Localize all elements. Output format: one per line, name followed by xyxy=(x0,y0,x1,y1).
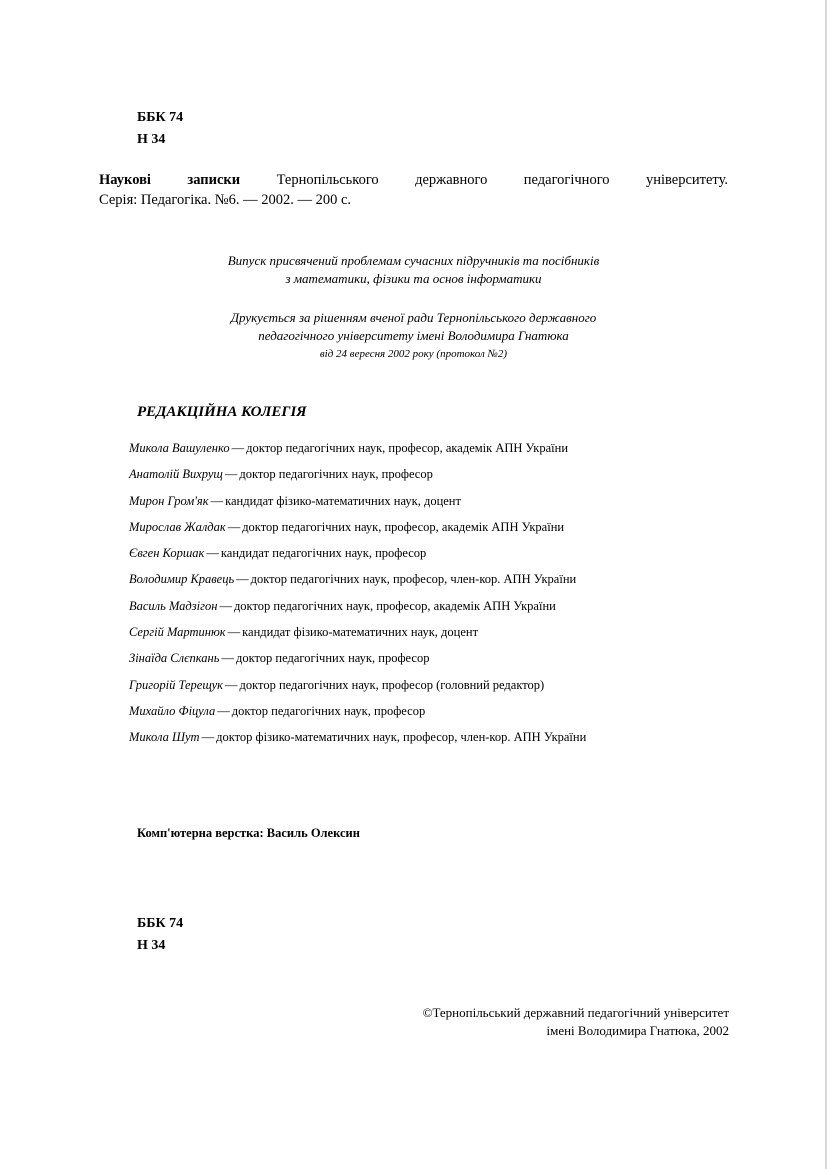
em-dash: — xyxy=(225,677,238,692)
member-name: Володимир Кравець xyxy=(129,572,235,587)
member-credentials: кандидат фізико-математичних наук, доцент xyxy=(242,625,479,640)
board-member xyxy=(129,435,586,461)
copyright-notice xyxy=(423,1004,729,1040)
member-credentials: доктор педагогічних наук, професор, член-кор. АПН України xyxy=(250,572,577,587)
bbk-index-bottom xyxy=(137,913,183,957)
bibliographic-description xyxy=(99,170,728,210)
author-mark: Н 34 xyxy=(137,938,166,953)
board-member xyxy=(129,619,586,645)
em-dash: — xyxy=(236,572,249,587)
em-dash: — xyxy=(219,598,232,613)
member-credentials: кандидат педагогічних наук, професор xyxy=(220,546,427,561)
member-credentials: доктор педагогічних наук, професор, академік АПН України xyxy=(242,519,565,534)
em-dash: — xyxy=(227,625,241,640)
editorial-board-title: РЕДАКЦІЙНА КОЛЕГІЯ xyxy=(137,404,307,420)
dedication-line-2: з математики, фізики та основ інформатики xyxy=(285,271,542,286)
layout-credit: Комп'ютерна верстка: Василь Олексин xyxy=(137,826,360,840)
board-member xyxy=(129,672,586,698)
dedication-line-1: Випуск присвячений проблемам сучасних підручників та посібників xyxy=(227,253,600,268)
em-dash: — xyxy=(210,493,224,508)
member-name: Михайло Фіцула xyxy=(129,703,216,718)
member-credentials: доктор фізико-математичних наук, професор, член-кор. АПН України xyxy=(216,730,587,745)
approval-note xyxy=(0,309,827,363)
member-credentials: доктор педагогічних наук, професор, академік АПН України xyxy=(246,441,569,455)
board-member xyxy=(129,645,586,671)
em-dash: — xyxy=(206,546,219,561)
description-line-1 xyxy=(99,170,728,190)
bbk-code: ББК 74 xyxy=(137,110,184,125)
board-member xyxy=(129,488,586,514)
member-name: Зінаїда Слєпкань xyxy=(129,651,220,666)
member-name: Мирон Гром'як xyxy=(129,493,209,508)
member-credentials: доктор педагогічних наук, професор (головний редактор) xyxy=(239,677,545,692)
board-member xyxy=(129,514,586,540)
board-member xyxy=(129,698,586,724)
board-member xyxy=(129,566,586,592)
member-name: Григорій Терещук xyxy=(129,677,224,692)
journal-title: Наукові записки xyxy=(99,172,241,188)
em-dash: — xyxy=(224,467,238,482)
approval-line-1: Друкується за рішенням вченої ради Тернопільського державного xyxy=(230,310,597,325)
member-name: Євген Коршак xyxy=(129,546,205,561)
copyright-line-2: імені Володимира Гнатюка, 2002 xyxy=(546,1023,729,1038)
editorial-board-list xyxy=(129,435,586,751)
member-name: Анатолій Вихрущ xyxy=(129,467,223,482)
member-credentials: доктор педагогічних наук, професор xyxy=(235,651,430,666)
approval-line-3: від 24 вересня 2002 року (протокол №2) xyxy=(319,348,508,360)
member-name: Микола Шут xyxy=(129,730,200,745)
member-credentials: доктор педагогічних наук, професор xyxy=(239,467,433,482)
board-member xyxy=(129,724,586,750)
member-name: Сергій Мартинюк xyxy=(129,625,226,640)
bbk-index-top xyxy=(137,107,183,151)
author-mark: Н 34 xyxy=(137,132,166,147)
em-dash: — xyxy=(231,441,245,455)
board-member xyxy=(129,593,586,619)
em-dash: — xyxy=(221,651,234,666)
member-credentials: доктор педагогічних наук, професор xyxy=(231,703,426,718)
publisher-text: Тернопільського державного педагогічного університету. xyxy=(276,172,728,188)
copyright-line-1: ©Тернопільський державний педагогічний університет xyxy=(422,1005,729,1020)
member-credentials: доктор педагогічних наук, професор, академік АПН України xyxy=(233,598,556,613)
board-member xyxy=(129,540,586,566)
member-name: Василь Мадзігон xyxy=(129,598,218,613)
member-credentials: кандидат фізико-математичних наук, доцент xyxy=(225,493,461,508)
em-dash: — xyxy=(201,730,215,745)
dedication xyxy=(0,252,827,288)
em-dash: — xyxy=(227,519,241,534)
board-member xyxy=(129,461,586,487)
member-name: Мирослав Жалдак xyxy=(129,519,226,534)
bbk-code: ББК 74 xyxy=(137,916,184,931)
description-line-2: Серія: Педагогіка. №6. — 2002. — 200 с. xyxy=(99,192,352,208)
em-dash: — xyxy=(217,703,230,718)
member-name: Микола Вашуленко xyxy=(129,441,230,455)
approval-line-2: педагогічного університету імені Володимира Гнатюка xyxy=(258,328,569,343)
